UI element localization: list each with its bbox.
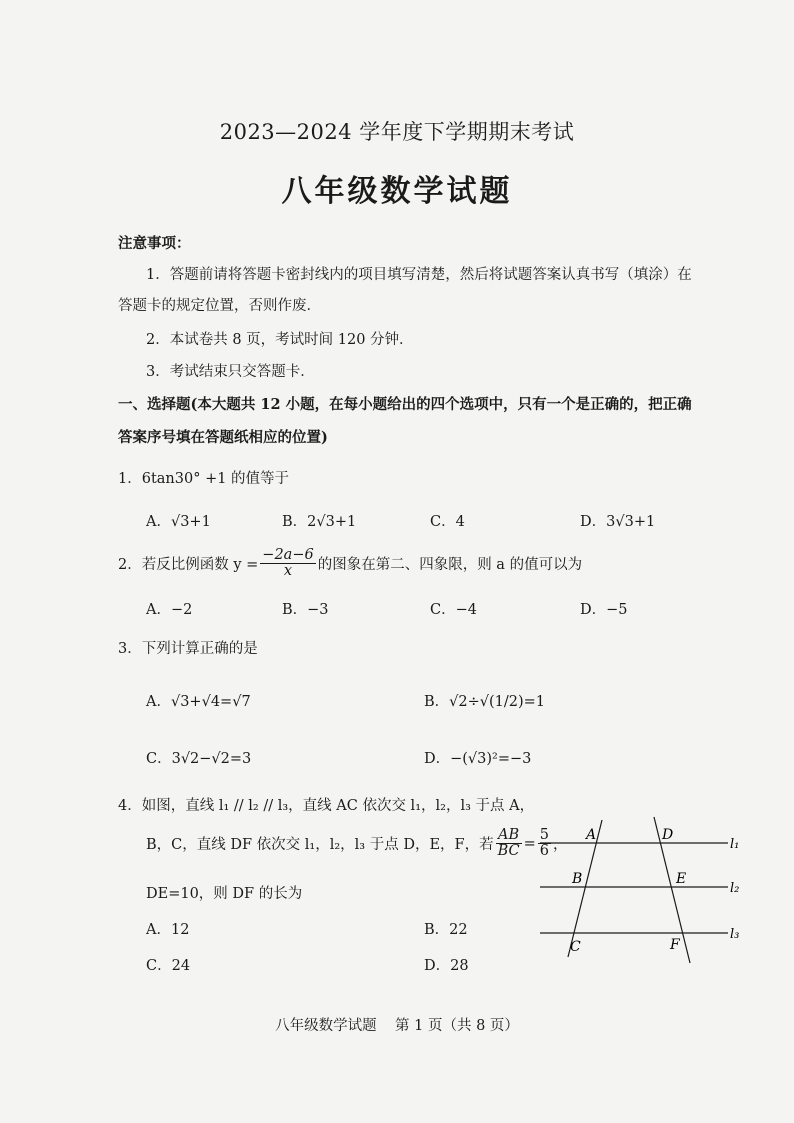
- page-footer: 八年级数学试题 第 1 页（共 8 页）: [275, 1018, 519, 1034]
- figure-label-l1: l₁: [730, 837, 740, 852]
- question-2-option-c: C．−4: [430, 602, 477, 618]
- question-2-stem: [118, 548, 582, 579]
- question-4-value-numerator: 5: [539, 827, 550, 843]
- question-4-line-2: [146, 828, 568, 859]
- figure-label-d: D: [662, 827, 674, 843]
- question-1-option-c: C．4: [430, 514, 465, 530]
- question-4-equals: =: [523, 835, 536, 852]
- question-2-option-d: D．−5: [580, 602, 628, 618]
- question-1-option-d: D．3√3+1: [580, 514, 656, 530]
- question-2-option-b: B．−3: [282, 602, 329, 618]
- notes-item-2: 2．本试卷共 8 页，考试时间 120 分钟．: [146, 332, 414, 348]
- notes-item-1-line-1: 1．答题前请将答题卡密封线内的项目填写清楚，然后将试题答案认真书写（填涂）在: [146, 267, 692, 283]
- question-2-stem-after: 的图象在第二、四象限，则 a 的值可以为: [317, 557, 583, 574]
- question-2-fraction: [260, 548, 315, 579]
- question-4-option-d: D．28: [424, 958, 469, 974]
- question-4-line-3: DE=10，则 DF 的长为: [146, 886, 303, 902]
- question-4-line-1: 4．如图，直线 l₁ // l₂ // l₃，直线 AC 依次交 l₁，l₂，l₃ 于点 A，: [118, 798, 535, 814]
- exam-year-title: 2023—2024 学年度下学期期末考试: [219, 120, 575, 144]
- exam-title: 八年级数学试题: [281, 174, 513, 209]
- question-3-stem: 3．下列计算正确的是: [118, 641, 258, 657]
- question-2-option-a: A．−2: [146, 602, 193, 618]
- question-4-option-a: A．12: [146, 922, 190, 938]
- question-1-stem: 1．6tan30° +1 的值等于: [118, 471, 290, 487]
- question-4-option-b: B．22: [424, 922, 468, 938]
- question-3-option-b: B．√2÷√(1/2)=1: [424, 694, 546, 710]
- notes-heading: 注意事项：: [118, 235, 191, 252]
- figure-line-ac: [568, 820, 602, 957]
- question-1-option-b: B．2√3+1: [282, 514, 357, 530]
- question-2-fraction-denominator: x: [283, 563, 293, 580]
- question-1-option-a: A．√3+1: [146, 514, 211, 530]
- question-3-option-c: C．3√2−√2=3: [146, 751, 252, 767]
- section-1-heading-line-2: 答案序号填在答题纸相应的位置): [118, 429, 328, 446]
- notes-item-3: 3．考试结束只交答题卡．: [146, 364, 315, 380]
- question-2-stem-before: 2．若反比例函数 y =: [118, 557, 259, 574]
- question-4-ratio: [496, 828, 522, 859]
- question-2-fraction-numerator: −2a−6: [262, 547, 314, 563]
- figure-label-a: A: [586, 827, 597, 843]
- question-4-line-2-before: B，C，直线 DF 依次交 l₁，l₂，l₃ 于点 D，E，F，若: [146, 837, 494, 854]
- question-3-option-d: D．−(√3)²=−3: [424, 751, 532, 767]
- section-1-heading-line-1: 一、选择题(本大题共 12 小题，在每小题给出的四个选项中，只有一个是正确的，把正确: [118, 396, 692, 413]
- figure-label-b: B: [572, 871, 583, 887]
- question-4-ratio-numerator: AB: [496, 828, 522, 844]
- figure-label-c: C: [570, 939, 581, 955]
- figure-label-l2: l₂: [730, 881, 740, 896]
- question-4-figure: [530, 815, 750, 965]
- question-4-line-2-after: ，: [553, 837, 568, 854]
- question-3-option-a: A．√3+√4=√7: [146, 694, 251, 710]
- notes-item-1-line-2: 答题卡的规定位置，否则作废．: [118, 298, 321, 314]
- question-4-ratio-denominator: BC: [497, 843, 520, 860]
- figure-label-f: F: [670, 937, 680, 953]
- question-4-value-denominator: 6: [539, 843, 550, 860]
- figure-label-e: E: [676, 871, 687, 887]
- figure-label-l3: l₃: [730, 927, 740, 942]
- question-4-option-c: C．24: [146, 958, 191, 974]
